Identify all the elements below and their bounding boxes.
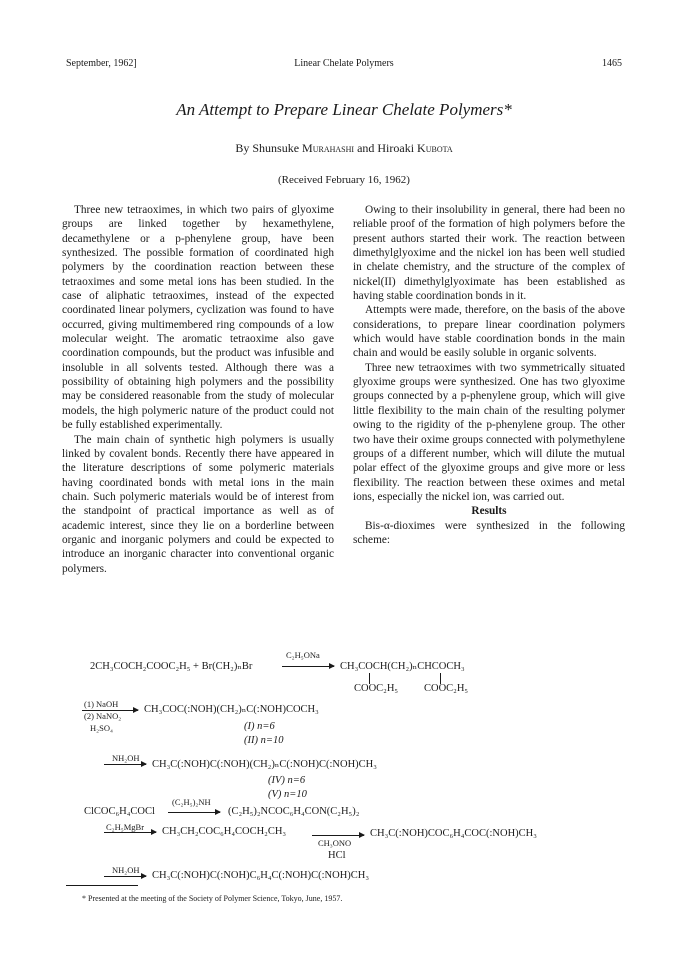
footnote: * Presented at the meeting of the Society of Polymer Science, Tokyo, June, 1957.	[82, 894, 343, 903]
r1-bond1	[369, 673, 370, 684]
intro-paragraph: The main chain of synthetic high polymers is usually linked by covalent bonds. Recently there have appeared in the literature descriptions of some polymeric materials having coordinated bonds with metal ions in the main chain. Such polymeric materials would be of interest from the standpoint of practical importance as well as of academic interest, since they lie on a borderline between organic and inorganic polymers and could be expected to introduce an inorganic character into conventional organic polymers.	[62, 433, 334, 575]
r3-compound-label-2: (V) n=10	[268, 789, 307, 800]
r1-reagent: C₂H₅ONa	[286, 650, 320, 660]
r3-compound-label-1: (IV) n=6	[268, 775, 306, 786]
r2-reagent-1: (1) NaOH	[84, 699, 119, 709]
abstract-paragraph: Three new tetraoximes, in which two pairs of glyoxime groups are linked together by hexamethylene, decamethylene or a p-phenylene group, have been synthesized. The possible formation of coordinated high polymers by the coordination reaction between these tetraoximes and some metal ions has been studied. In the case of aliphatic tetraoximes, instead of the expected coordinated linear polymers, cyclization was found to have occurred, giving multimembered ring compounds of a low molecular weight. The aromatic tetraoxime also gave coordination compounds, but the product was infusible and insoluble in all solvents tested. Although there was a possibility of obtaining high polymers and the possibility may be considered reasonable from the study of molecular models, the high polymeric nature of the product could not be fully established experimentally.	[62, 204, 334, 432]
r3-reagent: NH₂OH	[112, 753, 140, 763]
r1-arrow	[282, 666, 334, 667]
by-text: By Shunsuke	[235, 141, 300, 155]
article-title: An Attempt to Prepare Linear Chelate Polymers*	[176, 100, 512, 119]
journal-running-title: Linear Chelate Polymers	[294, 58, 394, 69]
intro-paragraph-2: Owing to their insolubility in general, there had been no reliable proof of the formation of high polymers before the present authors started their work. The reaction between dimethylglyoxime and the nickel ion has been well studied in chelate chemistry, and the structure of the complex of nickel(II) dimethylglyoximate has been established as having stable coordination bonds in it.	[353, 204, 625, 303]
results-paragraph: Bis-α-dioximes were synthesized in the following scheme:	[353, 519, 625, 546]
right-column	[353, 203, 625, 547]
r1-ester1: COOC₂H₅	[354, 683, 399, 694]
r2-reagent-3: H₂SO₄	[90, 723, 113, 733]
r5-reagent-2a: CH₃ONO	[318, 838, 352, 848]
r3-arrow	[104, 764, 146, 765]
r1-product: CH₃COCH(CH₂)ₙCHCOCH₃	[340, 661, 465, 672]
r6-arrow	[104, 876, 146, 877]
left-column	[62, 203, 334, 576]
r2-reagent-2: (2) NaNO₂	[84, 711, 122, 721]
r2-product: CH₃COC(:NOH)(CH₂)ₙC(:NOH)COCH₃	[144, 704, 319, 715]
r4-reactant: ClCOC₆H₄COCl	[84, 806, 155, 817]
r4-reagent: (C₂H₅)₂NH	[172, 797, 211, 807]
author1-surname: Murahashi	[302, 141, 355, 155]
author2-surname: Kubota	[417, 141, 453, 155]
issue-date: September, 1962]	[66, 58, 137, 69]
r6-product: CH₃C(:NOH)C(:NOH)C₆H₄C(:NOH)C(:NOH)CH₃	[152, 870, 370, 881]
r1-reactants: 2CH₃COCH₂COOC₂H₅ + Br(CH₂)ₙBr	[90, 661, 253, 672]
r4-arrow	[168, 812, 220, 813]
received-date: (Received February 16, 1962)	[278, 174, 410, 186]
r5-product-2: CH₃C(:NOH)COC₆H₄COC(:NOH)CH₃	[370, 828, 537, 839]
intro-paragraph-3: Attempts were made, therefore, on the basis of the above considerations, to prepare linear coordination polymers which would have stable coordination bonds in the main chain and would be easily soluble in organic solvents.	[353, 304, 625, 360]
r2-compound-label-1: (I) n=6	[244, 721, 275, 732]
results-heading: Results	[471, 505, 507, 518]
r3-product: CH₃C(:NOH)C(:NOH)(CH₂)ₙC(:NOH)C(:NOH)CH₃	[152, 759, 377, 770]
page-number: 1465	[602, 58, 622, 69]
intro-paragraph-4: Three new tetraoximes with two symmetrically situated glyoxime groups were synthesized. One has two glyoxime groups connected by a p-phenylene group, which will give little flexibility to the main chain of the resulting polymer owing to the rigidity of the p-phenylene group. The other two have their oxime groups connected with polymethylene groups of a different number, which will dilute the mutual polar effect of the glyoxime groups and give more or less flexibility. The reaction between these oximes and metal ions, especially the nickel ion, was carried out.	[353, 361, 625, 503]
r4-product: (C₂H₅)₂NCOC₆H₄CON(C₂H₅)₂	[228, 806, 360, 817]
author-line	[0, 141, 688, 156]
running-head	[66, 58, 622, 72]
r5-reagent-2b: HCl	[328, 850, 346, 861]
r5-arrow	[104, 832, 156, 833]
r1-ester2: COOC₂H₅	[424, 683, 469, 694]
r2-arrow	[82, 710, 138, 711]
r6-reagent: NH₂OH	[112, 865, 140, 875]
r5-reagent: C₂H₅MgBr	[106, 822, 145, 832]
r5-arrow-2	[312, 835, 364, 836]
and-text: and Hiroaki	[357, 141, 415, 155]
footnote-rule	[66, 885, 138, 886]
r2-compound-label-2: (II) n=10	[244, 735, 284, 746]
r1-bond2	[440, 673, 441, 684]
r5-product: CH₃CH₂COC₆H₄COCH₂CH₃	[162, 826, 287, 837]
